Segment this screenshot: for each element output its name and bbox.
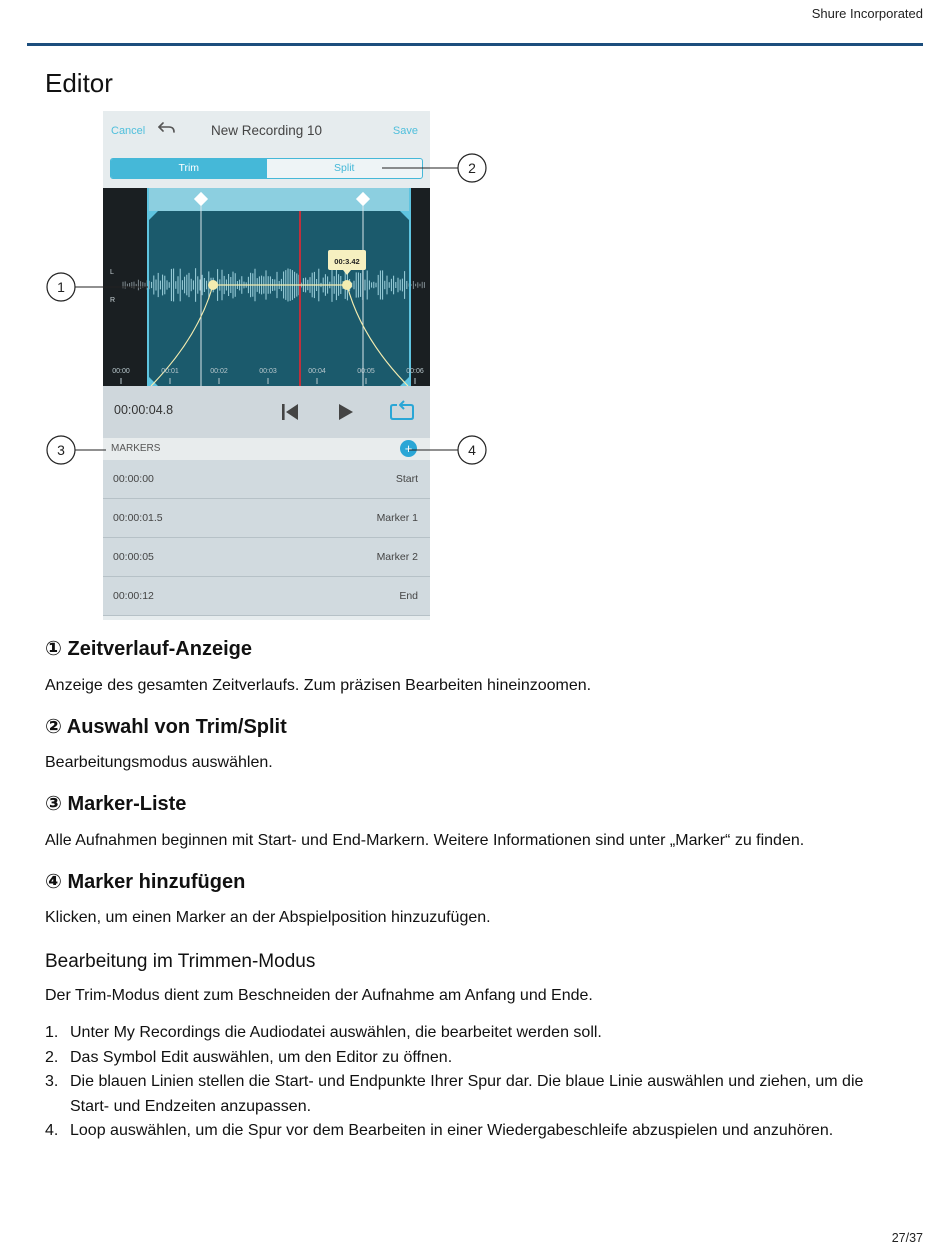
page-number: 27/37 [891,1231,923,1245]
section-heading-trim-split: ② Auswahl von Trim/Split [45,716,287,738]
marker-time: 00:00:01.5 [113,512,163,524]
marker-name: Start [395,473,418,485]
step-text: Loop auswählen, um die Spur vor dem Bearbeiten in einer Wiedergabeschleife abzuspielen und anzuhören. [70,1122,834,1139]
marker-time: 00:00:00 [113,473,154,485]
recording-title: New Recording 10 [210,123,323,138]
list-item [45,1070,895,1119]
trim-mode-intro: Der Trim-Modus dient zum Beschneiden der Aufnahme am Anfang und Ende. [45,987,593,1004]
save-button[interactable]: Save [392,125,418,137]
list-item [45,1046,895,1071]
step-text: Die blauen Linien stellen die Start- und Endpunkte Ihrer Spur dar. Die blaue Linie auswählen und ziehen, um die Start- und Endzeiten anzupassen. [70,1073,864,1115]
trim-mode-heading: Bearbeitung im Trimmen-Modus [45,951,316,972]
step-number: 2. [45,1048,59,1066]
time-tick-label: 00:05 [357,368,375,375]
marker-name: Marker 1 [376,512,418,524]
callout-3-number: 3 [57,442,65,458]
time-tick-label: 00:04 [308,368,326,375]
marker-name: End [399,590,418,602]
step-number: 3. [45,1073,59,1090]
cancel-button[interactable]: Cancel [111,125,146,137]
section-heading-marker-list: ③ Marker-Liste [45,793,187,815]
page-title: Editor [45,68,113,98]
time-tick-label: 00:02 [210,368,228,375]
playback-time: 00:00:04.8 [114,403,174,417]
trim-mode-steps [45,1021,895,1144]
marker-time: 00:00:12 [113,590,154,602]
step-number: 4. [45,1122,59,1139]
section-text-add-marker: Klicken, um einen Marker an der Abspielposition hinzuzufügen. [45,909,491,926]
step-text: Unter My Recordings die Audiodatei auswählen, die bearbeitet werden soll. [70,1024,602,1041]
markers-label: MARKERS [111,443,161,454]
step-text: Das Symbol Edit auswählen, um den Editor zu öffnen. [70,1048,453,1066]
time-tick-label: 00:03 [259,368,277,375]
marker-name: Marker 2 [376,551,418,563]
callout-4-number: 4 [468,442,476,458]
section-text-marker-list: Alle Aufnahmen beginnen mit Start- und End-Markern. Weitere Informationen sind unter „Marker“ zu finden. [45,832,805,849]
add-marker-button[interactable]: + [400,440,417,457]
time-tick-label: 00:01 [161,368,179,375]
marker-time: 00:00:05 [113,551,154,563]
channel-right-label: R [110,297,116,304]
section-text-trim-split: Bearbeitungsmodus auswählen. [45,754,273,771]
time-tick-label: 00:06 [406,368,424,375]
callout-3 [47,436,106,464]
company-name: Shure Incorporated [811,6,923,21]
callout-1 [47,273,148,301]
channel-left-label: L [110,269,114,276]
section-heading-timeline: ① Zeitverlauf-Anzeige [45,638,252,660]
tab-split[interactable]: Split [334,162,355,174]
callout-4 [409,436,486,464]
section-heading-add-marker: ④ Marker hinzufügen [45,871,246,893]
callout-2 [382,154,486,182]
callout-1-number: 1 [57,279,65,295]
handle-time-label: 00:3.42 [334,257,360,266]
callout-2-number: 2 [468,160,476,176]
tab-trim[interactable]: Trim [111,159,267,178]
section-text-timeline: Anzeige des gesamten Zeitverlaufs. Zum präzisen Bearbeiten hineinzoomen. [45,677,592,694]
list-item [45,1119,895,1144]
step-number: 1. [45,1024,59,1041]
time-tick-label: 00:00 [112,368,130,375]
list-item [45,1021,895,1046]
